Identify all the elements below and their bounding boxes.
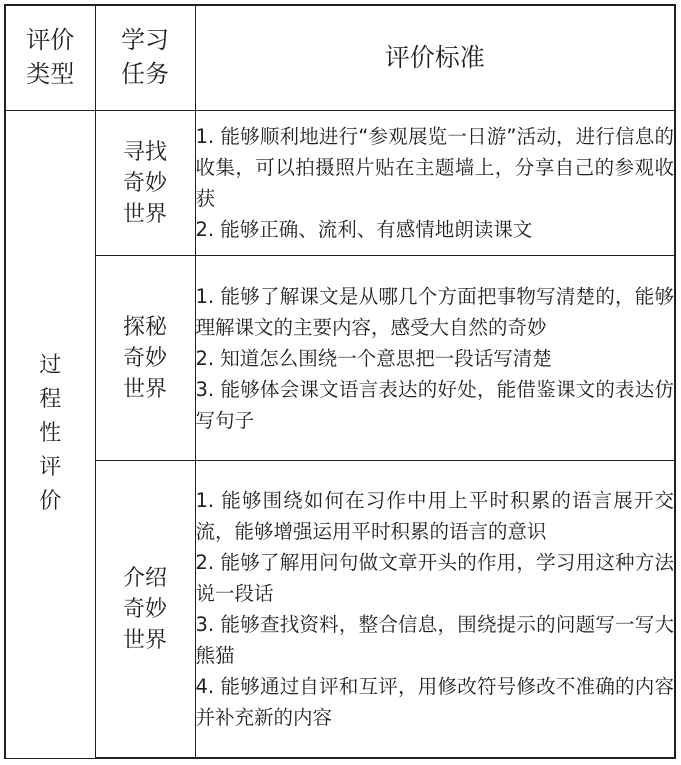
task-line: 介绍 <box>122 565 167 591</box>
criteria-cell <box>195 111 675 256</box>
evaluation-table <box>4 4 676 759</box>
criteria-cell <box>195 256 675 461</box>
header-type-label: 评价类型 <box>26 25 75 88</box>
task-line: 奇妙 <box>122 596 167 622</box>
table-row <box>5 461 675 758</box>
task-line: 探秘 <box>122 314 167 340</box>
criteria-item: 3. 能够体会课文语言表达的好处，能借鉴课文的表达仿写句子 <box>195 377 674 432</box>
evaluation-type-label: 过程性评价 <box>39 353 62 515</box>
criteria-item: 2. 能够了解用问句做文章开头的作用，学习用这种方法说一段话 <box>195 551 674 606</box>
task-line: 奇妙 <box>122 170 167 196</box>
task-line: 世界 <box>122 627 167 653</box>
task-line: 世界 <box>122 201 167 227</box>
criteria-item: 4. 能够通过自评和互评，用修改符号修改不准确的内容并补充新的内容 <box>195 675 674 730</box>
task-line: 奇妙 <box>122 345 167 371</box>
criteria-item: 1. 能够顺利地进行“参观展览一日游”活动，进行信息的收集，可以拍摄照片贴在主题墙上，分享自己的参观收获 <box>195 125 674 211</box>
criteria-item: 1. 能够了解课文是从哪几个方面把事物写清楚的，能够理解课文的主要内容，感受大自然的奇妙 <box>195 284 674 339</box>
header-row <box>5 5 675 111</box>
evaluation-type-cell <box>5 111 95 758</box>
task-line: 世界 <box>122 376 167 402</box>
criteria-item: 3. 能够查找资料，整合信息，围绕提示的问题写一写大熊猫 <box>195 613 674 668</box>
criteria-item: 2. 能够正确、流利、有感情地朗读课文 <box>195 218 533 242</box>
header-criteria <box>195 5 675 111</box>
criteria-cell <box>195 461 675 758</box>
header-criteria-label: 评价标准 <box>384 43 485 73</box>
table-row <box>5 256 675 461</box>
table-row <box>5 111 675 256</box>
task-line: 寻找 <box>122 139 167 165</box>
task-cell <box>95 256 195 461</box>
header-task-label: 学习任务 <box>121 25 169 88</box>
header-task <box>95 5 195 111</box>
criteria-item: 2. 知道怎么围绕一个意思把一段话写清楚 <box>195 346 552 370</box>
criteria-item: 1. 能够围绕如何在习作中用上平时积累的语言展开交流，能够增强运用平时积累的语言的意识 <box>195 489 674 544</box>
task-cell <box>95 461 195 758</box>
task-cell <box>95 111 195 256</box>
header-type <box>5 5 95 111</box>
